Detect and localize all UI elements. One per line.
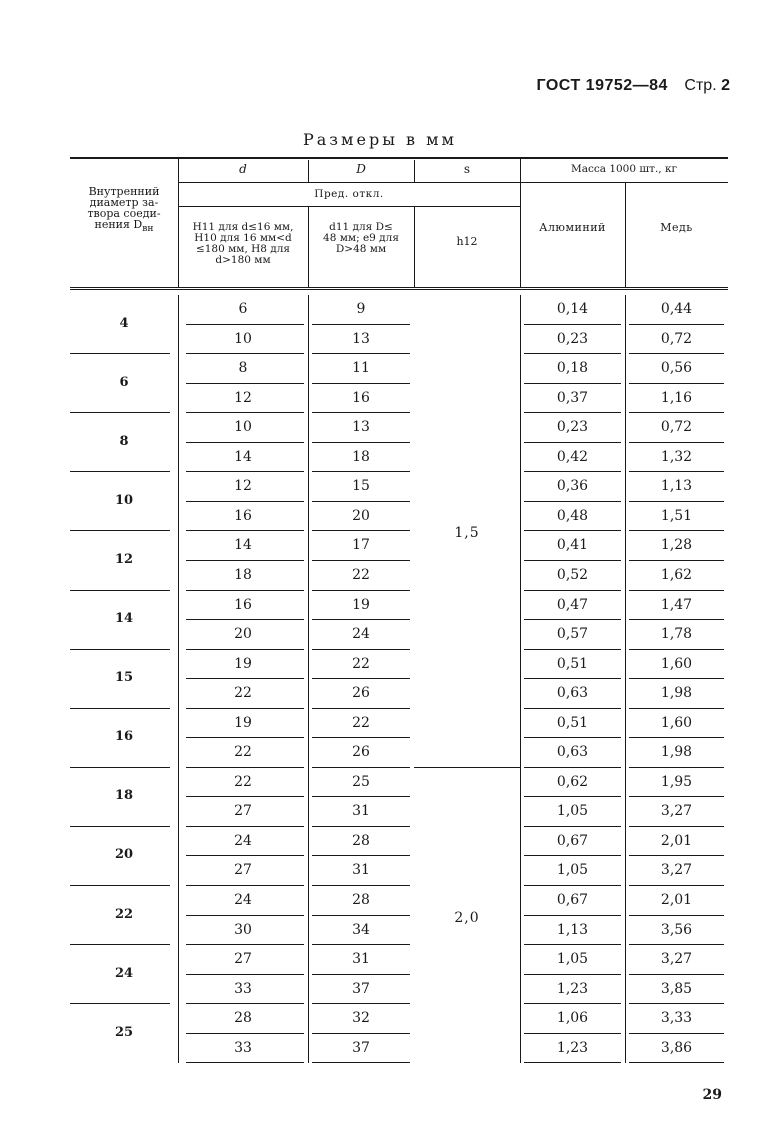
copper-mass-cell: 1,98: [660, 685, 693, 702]
d-cell: 18: [234, 566, 252, 583]
aluminum-mass-cell: 1,23: [556, 980, 589, 997]
row-rule: [312, 915, 410, 916]
D-cell: 26: [352, 744, 370, 761]
inner-diameter-cell: 18: [114, 788, 134, 804]
group-rule: [70, 767, 170, 768]
copper-mass-cell: 1,60: [660, 714, 693, 731]
aluminum-mass-cell: 1,05: [556, 951, 589, 968]
copper-mass-cell: 1,60: [660, 655, 693, 672]
aluminum-mass-cell: 0,14: [556, 301, 589, 317]
body-col-rule: [178, 295, 179, 1063]
copper-mass-cell: 1,62: [660, 566, 693, 583]
group-rule: [70, 412, 170, 413]
row-rule: [312, 383, 410, 384]
inner-diameter-cell: 25: [114, 1024, 134, 1040]
inner-diameter-header-line: диаметр за-: [89, 196, 159, 209]
row-rule: [629, 767, 724, 768]
copper-mass-cell: 1,32: [660, 448, 693, 465]
standard-code: ГОСТ 19752—84: [536, 77, 668, 94]
D-cell: 22: [352, 655, 370, 672]
row-rule: [629, 1062, 724, 1063]
row-rule: [524, 1003, 621, 1004]
inner-diameter-cell: 22: [114, 906, 134, 922]
row-rule: [186, 530, 304, 531]
row-rule: [629, 530, 724, 531]
body-col-rule: [625, 295, 626, 1063]
row-rule: [312, 974, 410, 975]
row-rule: [629, 442, 724, 443]
D-cell: 13: [352, 419, 370, 436]
aluminum-header: Алюминий: [539, 221, 606, 234]
row-rule: [186, 1062, 304, 1063]
row-rule: [629, 796, 724, 797]
row-rule: [312, 767, 410, 768]
row-rule: [312, 324, 410, 325]
header-tolerance-rule: [178, 206, 520, 207]
row-rule: [629, 353, 724, 354]
copper-mass-cell: 2,01: [660, 892, 693, 908]
aluminum-mass-cell: 0,51: [556, 655, 589, 672]
row-rule: [186, 885, 304, 886]
d-cell: 12: [234, 478, 252, 495]
D-cell: 28: [352, 832, 370, 849]
row-rule: [312, 944, 410, 945]
aluminum-mass-cell: 0,41: [556, 537, 589, 554]
D-cell: 18: [352, 448, 370, 465]
s-tolerance-header: h12: [456, 235, 478, 248]
group-rule: [70, 530, 170, 531]
group-rule: [70, 353, 170, 354]
aluminum-mass-cell: 0,62: [556, 773, 589, 790]
inner-diameter-header: [72, 186, 176, 234]
row-rule: [312, 1062, 410, 1063]
row-rule: [312, 471, 410, 472]
d-cell: 16: [234, 596, 252, 613]
aluminum-mass-cell: 0,36: [556, 478, 589, 495]
d-cell: 20: [234, 626, 252, 643]
row-rule: [312, 501, 410, 502]
copper-mass-cell: 0,44: [660, 301, 693, 317]
row-rule: [312, 708, 410, 709]
row-rule: [312, 1033, 410, 1034]
d-tolerance-line: Н11 для d≤16 мм,: [192, 221, 294, 233]
row-rule: [524, 353, 621, 354]
d-cell: 16: [234, 507, 252, 524]
D-cell: 31: [352, 803, 370, 820]
d-cell: 14: [234, 448, 252, 465]
aluminum-mass-cell: 0,42: [556, 448, 589, 465]
aluminum-mass-cell: 0,67: [556, 832, 589, 849]
d-cell: 22: [234, 744, 252, 761]
row-rule: [186, 944, 304, 945]
row-rule: [524, 885, 621, 886]
s-block-rule: [414, 767, 520, 768]
copper-mass-cell: 1,95: [660, 773, 693, 790]
table-caption: Размеры в мм: [303, 130, 457, 149]
group-rule: [70, 1003, 170, 1004]
d-cell: 33: [234, 1039, 252, 1056]
d-cell: 19: [234, 655, 252, 672]
D-cell: 28: [352, 892, 370, 908]
group-rule: [70, 944, 170, 945]
row-rule: [629, 855, 724, 856]
row-rule: [186, 619, 304, 620]
d-cell: 24: [234, 832, 252, 849]
row-rule: [629, 412, 724, 413]
d-cell: 30: [234, 921, 252, 938]
row-rule: [186, 442, 304, 443]
header-bottom-rule: [70, 287, 728, 288]
D-cell: 25: [352, 773, 370, 790]
copper-mass-cell: 3,27: [660, 951, 693, 968]
row-rule: [629, 324, 724, 325]
row-rule: [312, 353, 410, 354]
D-cell: 16: [352, 389, 370, 406]
d-cell: 8: [238, 360, 248, 377]
row-rule: [312, 678, 410, 679]
inner-diameter-subscript: вн: [142, 223, 154, 235]
D-cell: 26: [352, 685, 370, 702]
row-rule: [524, 442, 621, 443]
header-rule: [178, 182, 728, 183]
row-rule: [524, 1062, 621, 1063]
column-s-header: s: [463, 162, 471, 176]
row-rule: [629, 678, 724, 679]
group-rule: [70, 649, 170, 650]
row-rule: [186, 560, 304, 561]
aluminum-mass-cell: 0,52: [556, 566, 589, 583]
copper-mass-cell: 1,78: [660, 626, 693, 643]
D-cell: 24: [352, 626, 370, 643]
row-rule: [312, 649, 410, 650]
D-tolerance-header: [310, 222, 412, 255]
row-rule: [312, 590, 410, 591]
copper-mass-cell: 0,72: [660, 419, 693, 436]
row-rule: [186, 353, 304, 354]
copper-mass-cell: 0,72: [660, 330, 693, 347]
d-cell: 22: [234, 685, 252, 702]
row-rule: [186, 1003, 304, 1004]
row-rule: [524, 383, 621, 384]
page-number: 29: [702, 1087, 722, 1103]
row-rule: [629, 560, 724, 561]
copper-mass-cell: 3,85: [660, 980, 693, 997]
d-cell: 12: [234, 389, 252, 406]
row-rule: [312, 530, 410, 531]
d-cell: 10: [234, 419, 252, 436]
aluminum-mass-cell: 0,63: [556, 685, 589, 702]
d-cell: 24: [234, 892, 252, 908]
aluminum-mass-cell: 1,05: [556, 862, 589, 879]
D-cell: 32: [352, 1010, 370, 1027]
group-rule: [70, 826, 170, 827]
D-cell: 20: [352, 507, 370, 524]
d-cell: 14: [234, 537, 252, 554]
row-rule: [629, 974, 724, 975]
row-rule: [312, 737, 410, 738]
inner-diameter-cell: 8: [119, 433, 129, 449]
page-label-number: 2: [721, 77, 730, 94]
copper-mass-cell: 1,98: [660, 744, 693, 761]
d-cell: 10: [234, 330, 252, 347]
aluminum-mass-cell: 0,23: [556, 330, 589, 347]
table-top-rule: [70, 157, 728, 159]
d-cell: 6: [238, 301, 248, 317]
row-rule: [186, 471, 304, 472]
row-rule: [312, 560, 410, 561]
aluminum-mass-cell: 0,47: [556, 596, 589, 613]
copper-mass-cell: 1,51: [660, 507, 693, 524]
inner-diameter-cell: 24: [114, 965, 134, 981]
row-rule: [524, 530, 621, 531]
D-cell: 37: [352, 1039, 370, 1056]
D-cell: 17: [352, 537, 370, 554]
row-rule: [629, 619, 724, 620]
row-rule: [524, 1033, 621, 1034]
inner-diameter-header-line: Внутренний: [88, 185, 160, 198]
row-rule: [186, 383, 304, 384]
row-rule: [629, 708, 724, 709]
page-header: [536, 77, 730, 95]
row-rule: [186, 324, 304, 325]
s-value-cell: 2,0: [454, 909, 480, 926]
header-bottom-rule-2: [70, 289, 728, 290]
aluminum-mass-cell: 1,13: [556, 921, 589, 938]
inner-diameter-cell: 20: [114, 847, 134, 863]
page-indicator: [684, 77, 730, 94]
row-rule: [629, 383, 724, 384]
row-rule: [186, 412, 304, 413]
mass-header: Масса 1000 шт., кг: [570, 163, 678, 175]
row-rule: [524, 708, 621, 709]
copper-mass-cell: 3,27: [660, 803, 693, 820]
row-rule: [186, 678, 304, 679]
row-rule: [312, 796, 410, 797]
row-rule: [524, 826, 621, 827]
D-cell: 11: [352, 360, 370, 377]
row-rule: [524, 915, 621, 916]
row-rule: [524, 324, 621, 325]
D-cell: 31: [352, 862, 370, 879]
row-rule: [186, 590, 304, 591]
column-d-header: d: [239, 162, 247, 176]
D-cell: 19: [352, 596, 370, 613]
D-tolerance-line: d11 для D≤: [329, 221, 393, 233]
row-rule: [629, 1033, 724, 1034]
group-rule: [70, 590, 170, 591]
d-cell: 27: [234, 862, 252, 879]
row-rule: [312, 826, 410, 827]
D-tolerance-line: 48 мм; е9 для: [323, 232, 399, 244]
row-rule: [629, 501, 724, 502]
inner-diameter-symbol: нения D: [94, 218, 143, 231]
inner-diameter-header-line: [72, 219, 176, 234]
row-rule: [186, 708, 304, 709]
row-rule: [312, 412, 410, 413]
row-rule: [524, 855, 621, 856]
row-rule: [629, 737, 724, 738]
D-cell: 15: [352, 478, 370, 495]
row-rule: [524, 737, 621, 738]
copper-mass-cell: 3,56: [660, 921, 693, 938]
row-rule: [629, 1003, 724, 1004]
row-rule: [629, 944, 724, 945]
s-value-cell: 1,5: [454, 525, 480, 542]
row-rule: [312, 885, 410, 886]
row-rule: [629, 826, 724, 827]
tolerance-header: Пред. откл.: [314, 188, 384, 200]
row-rule: [186, 1033, 304, 1034]
copper-mass-cell: 2,01: [660, 832, 693, 849]
column-D-header: D: [356, 162, 366, 176]
d-cell: 27: [234, 951, 252, 968]
d-cell: 22: [234, 773, 252, 790]
aluminum-mass-cell: 0,37: [556, 389, 589, 406]
inner-diameter-cell: 4: [119, 315, 129, 331]
copper-mass-cell: 1,28: [660, 537, 693, 554]
inner-diameter-cell: 12: [114, 551, 134, 567]
header-col-rule: [625, 182, 626, 287]
aluminum-mass-cell: 0,57: [556, 626, 589, 643]
header-col-rule: [178, 157, 179, 287]
copper-mass-cell: 1,47: [660, 596, 693, 613]
row-rule: [312, 442, 410, 443]
D-cell: 22: [352, 566, 370, 583]
row-rule: [524, 678, 621, 679]
row-rule: [524, 767, 621, 768]
row-rule: [524, 590, 621, 591]
header-col-rule: [308, 206, 309, 287]
copper-mass-cell: 3,86: [660, 1039, 693, 1056]
d-tolerance-line: d>180 мм: [215, 254, 271, 266]
row-rule: [312, 855, 410, 856]
copper-mass-cell: 3,27: [660, 862, 693, 879]
row-rule: [524, 471, 621, 472]
group-rule: [70, 885, 170, 886]
copper-mass-cell: 0,56: [660, 360, 693, 377]
D-cell: 13: [352, 330, 370, 347]
row-rule: [186, 796, 304, 797]
row-rule: [629, 590, 724, 591]
row-rule: [524, 501, 621, 502]
row-rule: [312, 1003, 410, 1004]
D-cell: 22: [352, 714, 370, 731]
body-col-rule: [520, 295, 521, 1063]
D-cell: 34: [352, 921, 370, 938]
row-rule: [524, 412, 621, 413]
d-cell: 33: [234, 980, 252, 997]
D-tolerance-line: D>48 мм: [335, 243, 387, 255]
row-rule: [524, 944, 621, 945]
row-rule: [524, 560, 621, 561]
aluminum-mass-cell: 0,23: [556, 419, 589, 436]
page-label: Стр.: [684, 77, 717, 94]
d-cell: 28: [234, 1010, 252, 1027]
row-rule: [629, 649, 724, 650]
D-cell: 37: [352, 980, 370, 997]
aluminum-mass-cell: 1,05: [556, 803, 589, 820]
body-col-rule: [308, 295, 309, 1063]
row-rule: [629, 915, 724, 916]
row-rule: [629, 471, 724, 472]
inner-diameter-cell: 14: [114, 611, 134, 627]
group-rule: [70, 471, 170, 472]
group-rule: [70, 708, 170, 709]
aluminum-mass-cell: 0,67: [556, 892, 589, 908]
row-rule: [524, 649, 621, 650]
D-cell: 31: [352, 951, 370, 968]
D-cell: 9: [356, 301, 366, 317]
inner-diameter-cell: 10: [114, 492, 134, 508]
row-rule: [312, 619, 410, 620]
copper-header: Медь: [660, 221, 693, 234]
copper-mass-cell: 3,33: [660, 1010, 693, 1027]
aluminum-mass-cell: 0,51: [556, 714, 589, 731]
row-rule: [186, 737, 304, 738]
d-tolerance-line: ≤180 мм, Н8 для: [195, 243, 291, 255]
row-rule: [186, 501, 304, 502]
row-rule: [186, 855, 304, 856]
copper-mass-cell: 1,16: [660, 389, 693, 406]
row-rule: [186, 649, 304, 650]
d-cell: 19: [234, 714, 252, 731]
aluminum-mass-cell: 1,06: [556, 1010, 589, 1027]
row-rule: [524, 974, 621, 975]
row-rule: [524, 619, 621, 620]
row-rule: [186, 826, 304, 827]
inner-diameter-header-line: твора соеди-: [87, 207, 161, 220]
d-tolerance-header: [180, 222, 306, 266]
aluminum-mass-cell: 0,18: [556, 360, 589, 377]
aluminum-mass-cell: 1,23: [556, 1039, 589, 1056]
d-tolerance-line: Н10 для 16 мм<d: [194, 232, 292, 244]
aluminum-mass-cell: 0,63: [556, 744, 589, 761]
d-cell: 27: [234, 803, 252, 820]
aluminum-mass-cell: 0,48: [556, 507, 589, 524]
row-rule: [186, 767, 304, 768]
inner-diameter-cell: 16: [114, 729, 134, 745]
row-rule: [186, 974, 304, 975]
row-rule: [524, 796, 621, 797]
row-rule: [186, 915, 304, 916]
inner-diameter-cell: 6: [119, 374, 129, 390]
inner-diameter-cell: 15: [114, 670, 134, 686]
copper-mass-cell: 1,13: [660, 478, 693, 495]
row-rule: [629, 885, 724, 886]
